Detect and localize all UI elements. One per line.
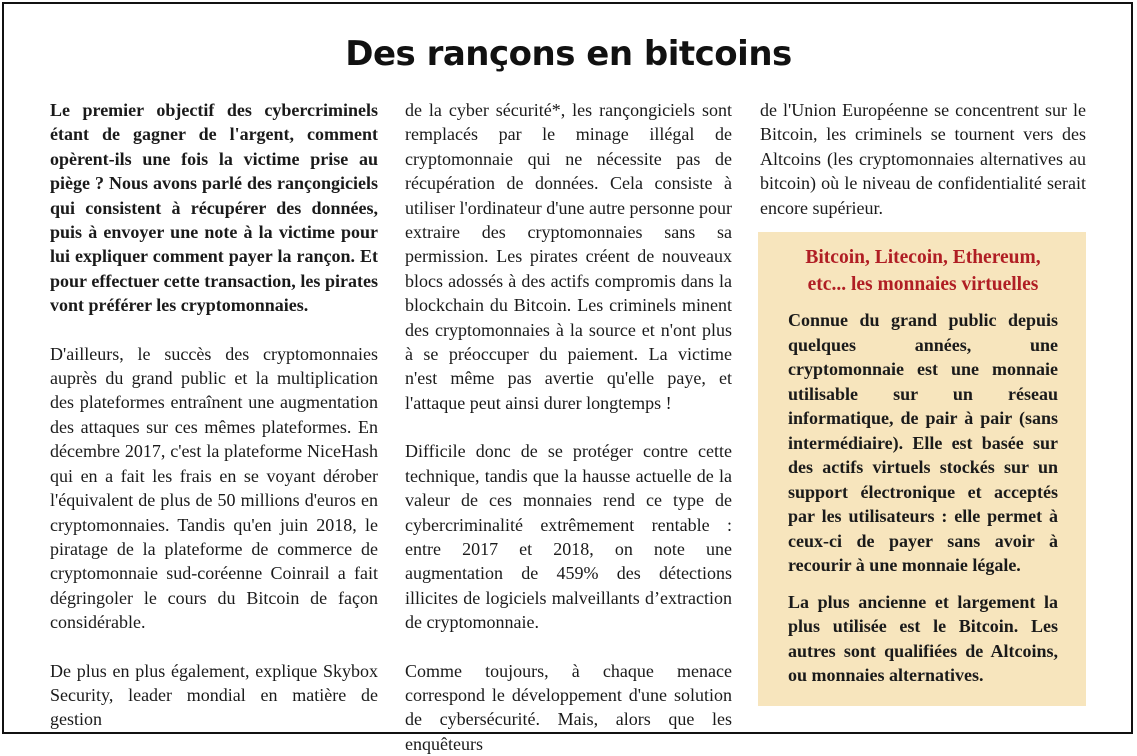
column-2: [405, 98, 732, 756]
column-1: [50, 98, 378, 732]
body-paragraph: Difficile donc de se protéger contre cette technique, tandis que la hausse actuelle de la valeur de ces monnaies rend ce type de cybercriminalité extrêmement rentable : entre 2017 et 2018, on note une augmentation de 459% des détections illicites de logiciels malveillants d’extraction de cryptomonnaie.: [405, 441, 732, 633]
article-title: Des rançons en bitcoins: [345, 34, 792, 74]
sidebar-paragraph: La plus ancienne et largement la plus utilisée est le Bitcoin. Les autres sont qualifiées de Altcoins, ou monnaies alternatives.: [788, 591, 1058, 685]
body-paragraph: de la cyber sécurité*, les rançongiciels sont remplacés par le minage illégal de cryptomonnaie qui ne nécessite pas de récupération de données. Cela consiste à utiliser l'ordinateur d'une autre personne pour extraire des cryptomonnaies sans sa permission. Les pirates créent de nouveaux blocs adossés à des actifs compromis dans la blockchain du Bitcoin. Les criminels minent des cryptomonnaies à la source et n'ont plus à se préoccuper du paiement. La victime n'est même pas avertie qu'elle paye, et l'attaque peut ainsi durer longtemps !: [405, 100, 732, 413]
body-paragraph: Comme toujours, à chaque menace correspond le développement d'une solution de cybersécurité. Mais, alors que les enquêteurs: [405, 660, 732, 754]
body-paragraph: de l'Union Européenne se concentrent sur le Bitcoin, les criminels se tournent vers des Altcoins (les cryptomonnaies alternatives au bitcoin) où le niveau de confidentialité serait encore supérieur.: [760, 100, 1086, 218]
sidebar-heading: Bitcoin, Litecoin, Ethereum, etc... les monnaies virtuelles: [805, 247, 1041, 295]
sidebar-box: [758, 232, 1086, 706]
body-paragraph: D'ailleurs, le succès des cryptomonnaies auprès du grand public et la multiplication des plateformes entraînent une augmentation des attaques sur ces mêmes plateformes. En décembre 2017, c'est la plateforme NiceHash qui en a fait les frais en se voyant dérober l'équivalent de plus de 50 millions d'euros en cryptomonnaies. Tandis qu'en juin 2018, le piratage de la plateforme de commerce de cryptomonnaie sud-coréenne Coinrail a fait dégringoler le cours du Bitcoin de façon considérable.: [50, 343, 378, 633]
sidebar-paragraph: Connue du grand public depuis quelques années, une cryptomonnaie est une monnaie utilisable sur un réseau informatique, de pair à pair (sans intermédiaire). Elle est basée sur des actifs virtuels stockés sur un support électronique et acceptés par les utilisateurs : elle permet à ceux-ci de payer sans avoir à recourir à une monnaie légale.: [788, 310, 1058, 575]
body-paragraph: De plus en plus également, explique Skybox Security, leader mondial en matière de gestion: [50, 660, 378, 730]
intro-paragraph: Le premier objectif des cybercriminels étant de gagner de l'argent, comment opèrent-ils une fois la victime prise au piège ? Nous avons parlé des rançongiciels qui consistent à récupérer des données, puis à envoyer une note à la victime pour lui expliquer comment payer la rançon. Et pour effectuer cette transaction, les pirates vont préférer les cryptomonnaies.: [50, 100, 378, 316]
column-3: [760, 98, 1086, 220]
